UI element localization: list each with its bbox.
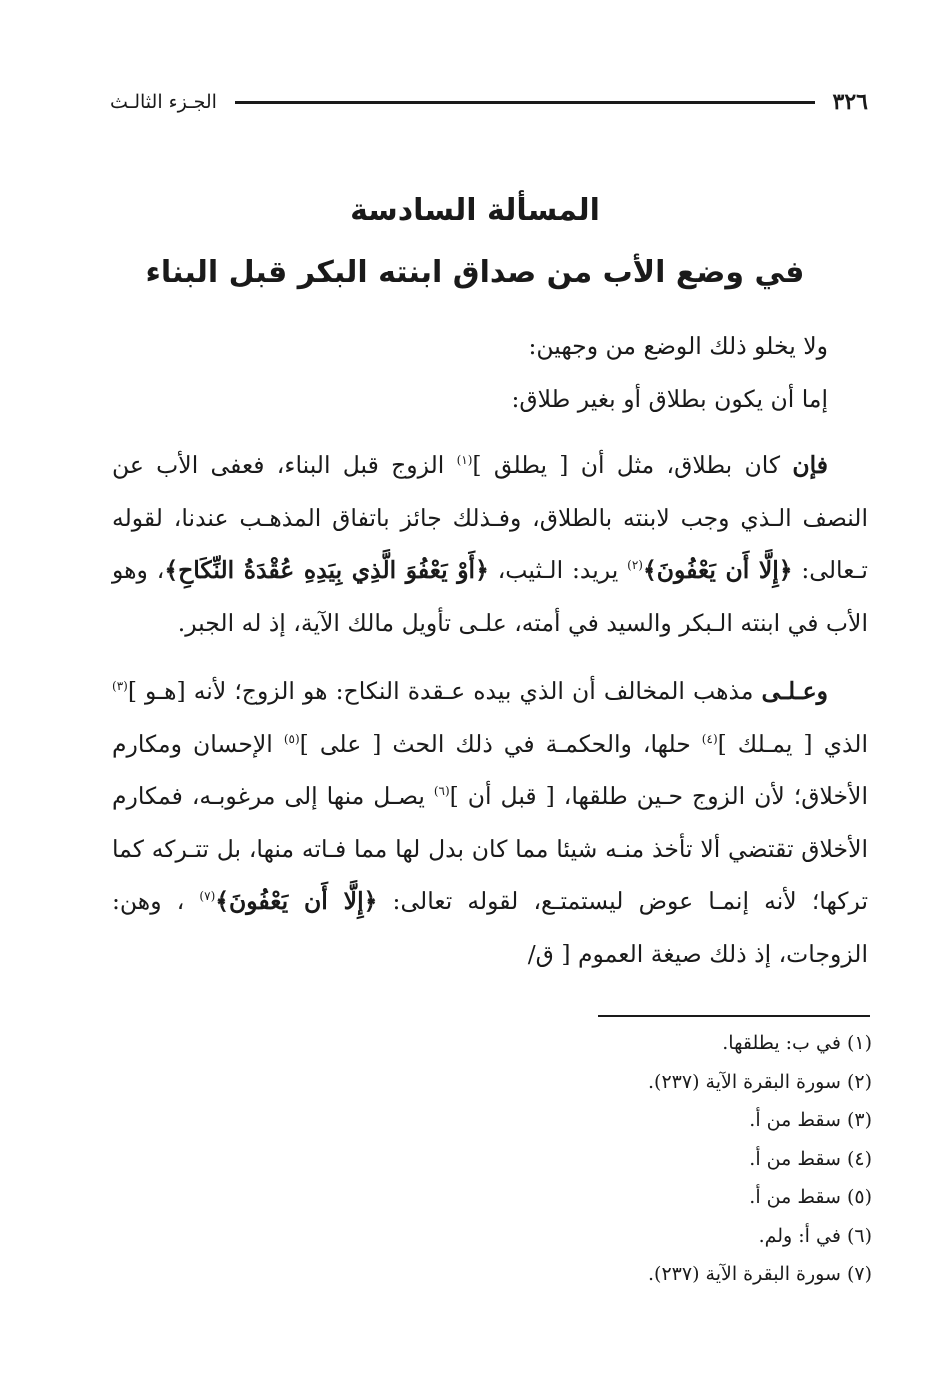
paragraph-lead-word: وعـلـى — [761, 677, 828, 705]
running-header — [110, 84, 868, 120]
text-run: ، وهو الأب في ابنته الـبكر والسيد في أمته، علـى تأويل مالك الآية، إذ له الجبر. — [112, 556, 868, 637]
footnote-4: (٤) سقط من أ. — [749, 1147, 872, 1170]
intro-line-2: إما أن يكون بطلاق أو بغير طلاق: — [511, 384, 828, 413]
footnote-3: (٣) سقط من أ. — [749, 1109, 872, 1131]
paragraph-lead-word: فإن — [792, 451, 828, 479]
quran-quote: ﴿إِلَّا أَن يَعْفُونَ﴾ — [642, 556, 793, 584]
footnote-1: (١) في ب: يطلقها. — [722, 1032, 872, 1054]
footnote-ref-1: (١) — [456, 453, 473, 468]
header-rule — [235, 101, 815, 104]
footnote-ref-6: (٦) — [433, 784, 450, 799]
section-subtitle: في وضع الأب من صداق ابنته البكر قبل البناء — [145, 255, 805, 290]
footnote-2: (٢) سورة البقرة الآية (٢٣٧). — [647, 1070, 872, 1093]
quran-quote: ﴿أَوْ يَعْفُوَ الَّذِي بِيَدِهِ عُقْدَةُ النِّكَاحِ﴾ — [164, 556, 489, 584]
intro-line-1: ولا يخلو ذلك الوضع من وجهين: — [528, 332, 828, 360]
text-run: حلها، والحكمـة في ذلك الحث [ على ] — [299, 729, 702, 758]
text-run: الزوج قبل البناء، فعفى الأب عن النصف الـذي وجب لابنته بالطلاق، وفـذلك جائز باتفاق المذهـب عندنا، لقوله تـعالى: — [112, 451, 868, 584]
text-run: يريد: الـثيب، — [488, 556, 628, 584]
footnote-ref-5: (٥) — [283, 731, 300, 746]
main-text — [112, 320, 868, 980]
section-title: المسألة السادسة — [350, 193, 600, 228]
text-run: الذي [ يمـلك ] — [717, 729, 869, 758]
running-title: الجـزء الثالـث — [110, 91, 217, 113]
footnote-ref-4: (٤) — [701, 731, 718, 746]
footnote-separator — [598, 1015, 870, 1017]
footnote-7: (٧) سورة البقرة الآية (٢٣٧). — [647, 1263, 872, 1285]
footnote-5: (٥) سقط من أ. — [749, 1186, 872, 1208]
footnote-ref-2: (٢) — [627, 558, 643, 573]
text-run: كان بطلاق، مثل أن [ يطلق ] — [472, 451, 793, 479]
footnote-6: (٦) في أ: ولم. — [758, 1224, 872, 1247]
footnotes — [300, 1024, 872, 1294]
text-run: ، وهن: الزوجات، إذ ذلك صيغة العموم [ ق/ — [112, 887, 868, 968]
text-run: مذهب المخالف أن الذي بيده عـقدة النكاح: هو الزوج؛ لأنه [هـو ] — [127, 677, 762, 705]
quran-quote: ﴿إِلَّا أَن يَعْفُونَ﴾ — [215, 887, 378, 915]
text-run: الإحسان ومكارم الأخلاق؛ لأن الزوج حـين طلقها، [ قبل أن ] — [112, 729, 868, 810]
paragraph-1 — [112, 439, 868, 649]
footnote-ref-3: (٣) — [112, 679, 128, 694]
footnote-ref-7: (٧) — [199, 889, 216, 904]
paragraph-2 — [112, 665, 868, 980]
text-run: يصـل منها إلى مرغوبـه، فمكارم الأخلاق تقتضي ألا تأخذ منـه شيئا مما كان بدل لها مما فـاته منها، بل تتـركه كما تركها؛ لأنه إنمـا عوض ليستمتـع، لقوله تعالى: — [112, 782, 868, 915]
page-number: ٣٢٦ — [832, 89, 868, 115]
